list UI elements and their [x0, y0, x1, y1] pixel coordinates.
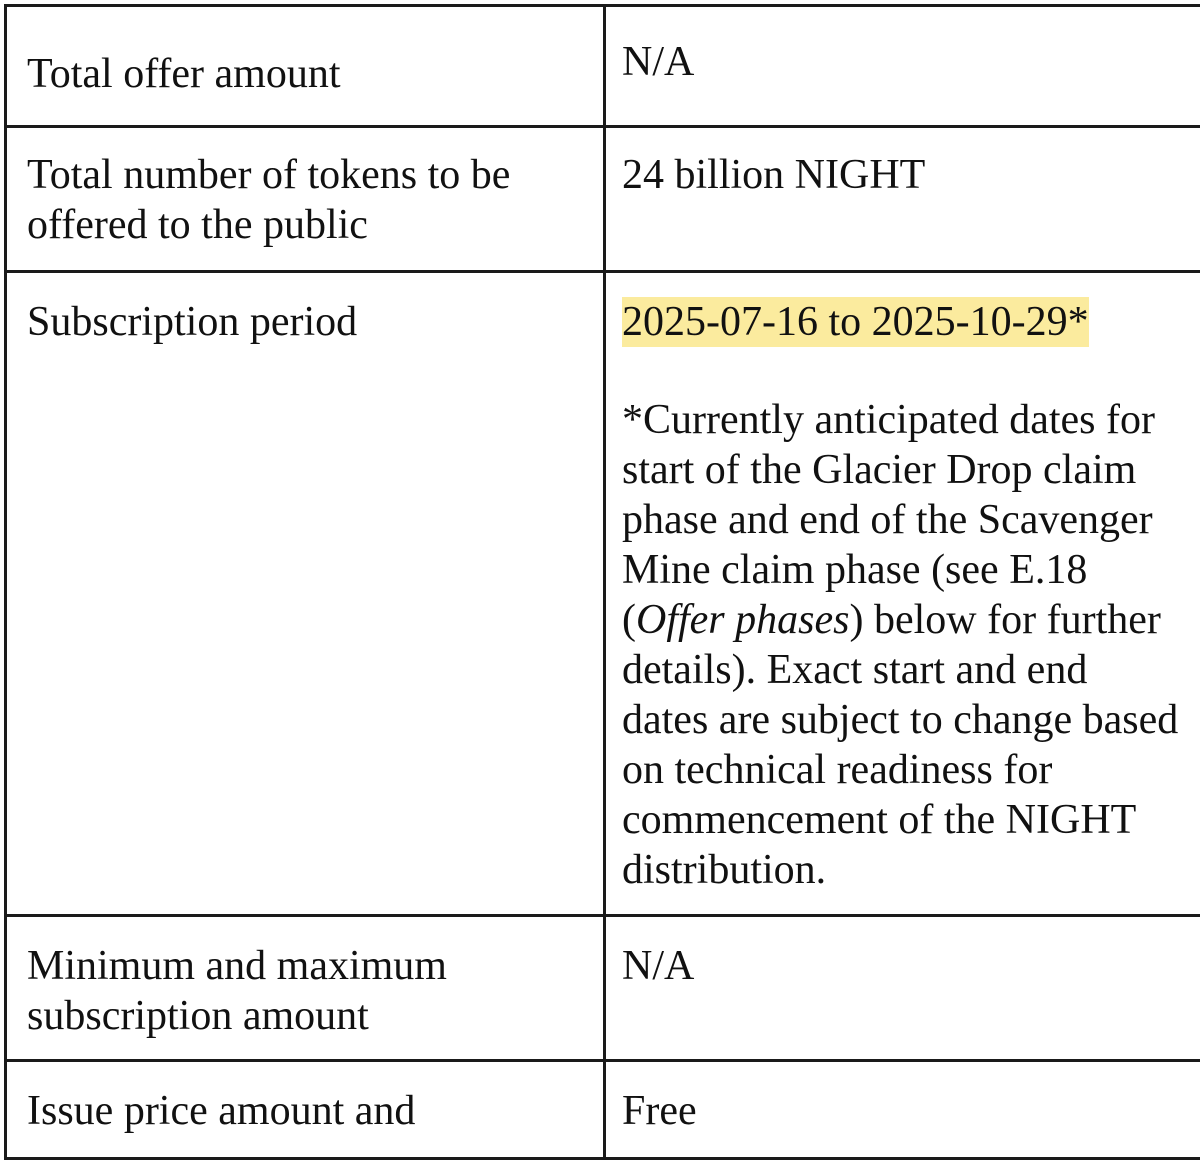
table-row	[6, 272, 1200, 916]
row-label: Total offer amount	[27, 51, 341, 97]
footnote-text-part2: ) below for further details). Exact start and end dates are subject to change based on technical readiness for commencement of the NIGHT distribution.	[622, 597, 1179, 893]
table-row	[6, 916, 1200, 1061]
footnote-text-part1: *Currently anticipated dates for start of the Glacier Drop claim phase and end of the Scavenger Mine claim phase (see E.18 (	[622, 397, 1155, 643]
row-value: 24 billion NIGHT	[622, 152, 926, 198]
row-label: Issue price amount and	[27, 1088, 416, 1134]
row-label: Total number of tokens to be offered to the public	[27, 152, 511, 248]
value-cell-subscription-period	[605, 272, 1200, 916]
label-cell-total-tokens	[6, 127, 605, 272]
table-row	[6, 6, 1200, 127]
value-cell-total-tokens	[605, 127, 1200, 272]
table-row	[6, 127, 1200, 272]
label-cell-issue-price	[6, 1061, 605, 1159]
label-cell-min-max-subscription	[6, 916, 605, 1061]
subscription-period-footnote	[622, 395, 1186, 895]
label-cell-subscription-period	[6, 272, 605, 916]
row-label: Subscription period	[27, 299, 358, 345]
row-value: N/A	[622, 39, 695, 85]
value-cell-issue-price	[605, 1061, 1200, 1159]
label-cell-total-offer-amount	[6, 6, 605, 127]
highlighted-date-range: 2025-07-16 to 2025-10-29*	[622, 299, 1089, 345]
row-value: Free	[622, 1088, 697, 1134]
table-row	[6, 1061, 1200, 1159]
row-label: Minimum and maximum subscription amount	[27, 943, 447, 1039]
value-cell-total-offer-amount	[605, 6, 1200, 127]
value-cell-min-max-subscription	[605, 916, 1200, 1061]
offer-details-table	[4, 4, 1200, 1160]
row-value: N/A	[622, 943, 695, 989]
subscription-period-content	[606, 273, 1200, 895]
footnote-italic-offer-phases: Offer phases	[636, 597, 850, 643]
